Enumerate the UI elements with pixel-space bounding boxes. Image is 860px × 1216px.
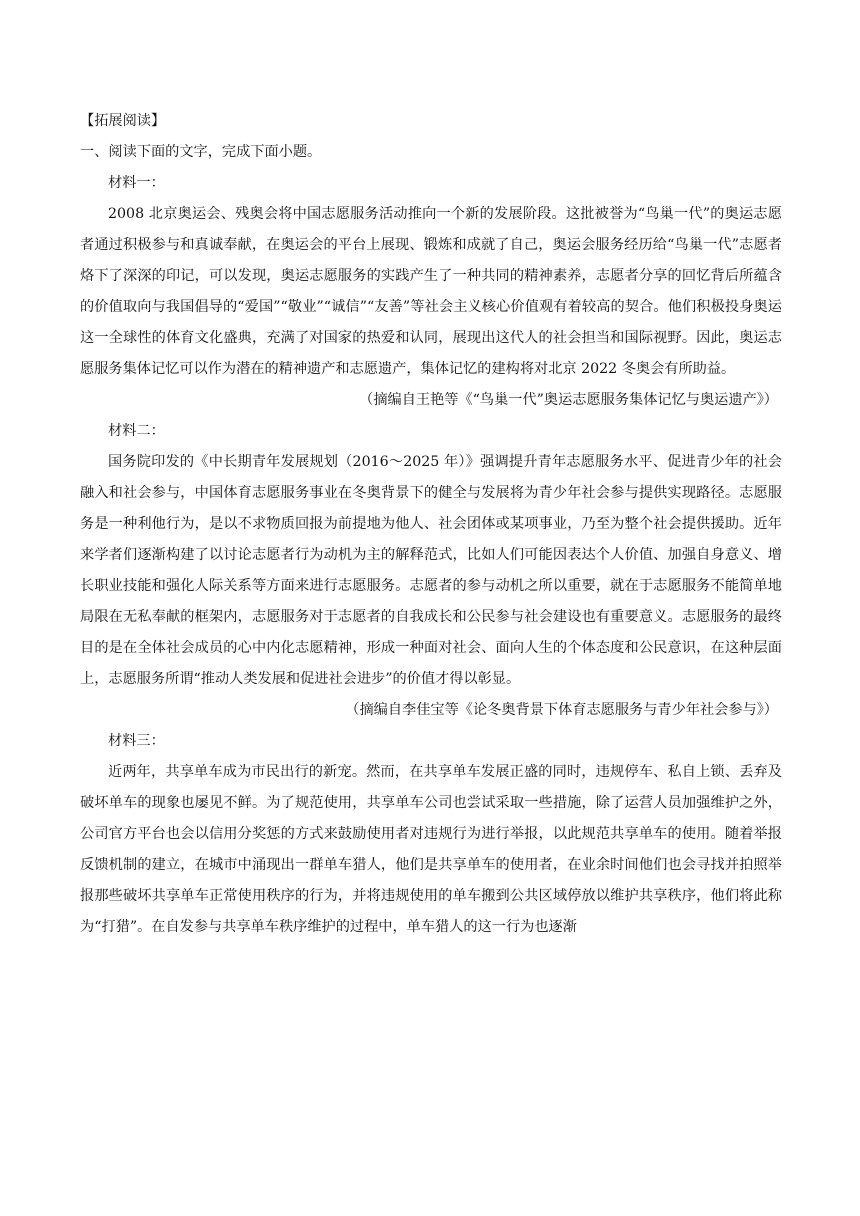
material-2-text: 国务院印发的《中长期青年发展规划（2016～2025 年）》强调提升青年志愿服务水平、促进青少年的社会融入和社会参与，中国体育志愿服务事业在冬奥背景下的健全与发展将为青少年社会参与提供实现路径。志愿服务是一种利他行为，是以不求物质回报为前提地为他人、社会团体或某项事业，乃至为整个社会提供援助。近年来学者们逐渐构建了以讨论志愿者行为动机为主的解释范式，比如人们可能因表达个人价值、加强自身意义、增长职业技能和强化人际关系等方面来进行志愿服务。志愿者的参与动机之所以重要，就在于志愿服务不能简单地局限在无私奉献的框架内，志愿服务对于志愿者的自我成长和公民参与社会建设也有重要意义。志愿服务的最终目的是在全体社会成员的心中内化志愿精神，形成一种面对社会、面向人生的个体态度和公民意识，在这种层面上，志愿服务所谓“推动人类发展和促进社会进步”的价值才得以彰显。 xyxy=(80,454,782,687)
material-1-label: 材料一： xyxy=(108,175,165,191)
material-2-label: 材料二： xyxy=(108,423,165,439)
material-3-label: 材料三： xyxy=(108,733,165,749)
material-3-text: 近两年，共享单车成为市民出行的新宠。然而，在共享单车发展正盛的同时，违规停车、私自上锁、丢弃及破坏单车的现象也屡见不鲜。为了规范使用，共享单车公司也尝试采取一些措施，除了运营人员加强维护之外，公司官方平台也会以信用分奖惩的方式来鼓励使用者对违规行为进行举报，以此规范共享单车的使用。随着举报反馈机制的建立，在城市中涌现出一群单车猎人，他们是共享单车的使用者，在业余时间他们也会寻找并拍照举报那些破坏共享单车正常使用秩序的行为，并将违规使用的单车搬到公共区域停放以维护共享秩序，他们将此称为“打猎”。在自发参与共享单车秩序维护的过程中，单车猎人的这一行为也逐渐 xyxy=(80,764,782,935)
material-2-source: （摘编自李佳宝等《论冬奥背景下体育志愿服务与青少年社会参与》） xyxy=(345,702,778,718)
material-1-text: 2008 北京奥运会、残奥会将中国志愿服务活动推向一个新的发展阶段。这批被誉为“鸟巢一代”的奥运志愿者通过积极参与和真诚奉献，在奥运会的平台上展现、锻炼和成就了自己，奥运会服务经历给“鸟巢一代”志愿者烙下了深深的印记，可以发现，奥运志愿服务的实践产生了一种共同的精神素养，志愿者分享的回忆背后所蕴含的价值取向与我国倡导的“爱国”“敬业”“诚信”“友善”等社会主义核心价值观有着较高的契合。他们积极投身奥运这一全球性的体育文化盛典，充满了对国家的热爱和认同，展现出这代人的社会担当和国际视野。因此，奥运志愿服务集体记忆可以作为潜在的精神遗产和志愿遗产，集体记忆的建构将对北京 2022 冬奥会有所助益。 xyxy=(80,206,782,377)
reading-content xyxy=(80,106,782,943)
question-title: 一、阅读下面的文字，完成下面小题。 xyxy=(80,144,322,160)
section-header: 【拓展阅读】 xyxy=(80,113,166,129)
material-1-source: （摘编自王艳等《“鸟巢一代”奥运志愿服务集体记忆与奥运遗产》） xyxy=(359,392,778,408)
